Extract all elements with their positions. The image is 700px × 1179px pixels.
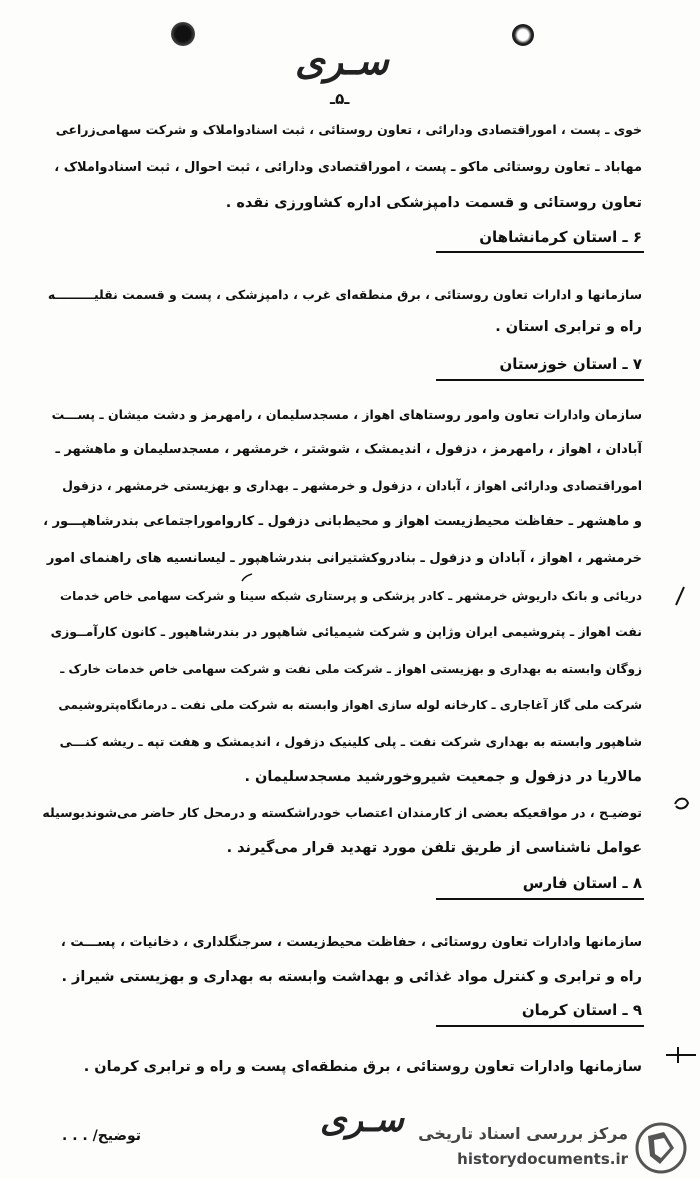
punch-hole-left [171, 22, 195, 46]
text-line: تعاون روستائی و قسمت دامپزشکی اداره کشاورزی نقده . [225, 195, 642, 211]
section-heading: ۶ ـ استان کرمانشاهان [479, 228, 642, 246]
section-heading: ۷ ـ استان خوزستان [499, 355, 642, 373]
text-line: عوامل ناشناسی از طریق تلفن مورد تهدید قرار می‌گیرند . [226, 840, 642, 856]
text-line: آبادان ، اهواز ، رامهرمز ، دزفول ، اندیمشک ، شوشتر ، خرمشهر ، مسجدسلیمان و ماهشهر ـ [55, 442, 642, 457]
text-line: شرکت ملی گاز آغاجاری ـ کارخانه لوله سازی اهواز وابسته به شرکت ملی نفت ـ درمانگاه‌پتروشیمی [58, 698, 642, 712]
text-line: راه و ترابری و کنترل مواد غذائی و بهداشت وابسته به بهداری و بهزیستی شیراز . [61, 969, 642, 985]
classification-stamp-bottom: سـری [320, 1100, 404, 1140]
watermark-logo-icon [634, 1122, 688, 1174]
heading-underline [436, 1025, 644, 1027]
punch-hole-right [512, 24, 534, 46]
margin-mark-plus [664, 1044, 698, 1066]
watermark [418, 1120, 694, 1176]
watermark-name: مرکز بررسی اسناد تاریخی [418, 1124, 628, 1143]
section-heading: ۸ ـ استان فارس [522, 874, 642, 892]
page-number: ـ۵ـ [330, 90, 350, 108]
handwritten-check-mark [240, 572, 254, 584]
text-line: مالاریا در دزفول و جمعیت شیروخورشید مسجدسلیمان . [244, 769, 642, 785]
heading-underline [436, 898, 644, 900]
text-line: دریائی و بانک داریوش خرمشهر ـ کادر پزشکی و پرستاری شبکه سینا و شرکت سهامی خاص خدمات [60, 589, 642, 603]
heading-underline [436, 251, 644, 253]
classification-stamp-top: سـری [295, 38, 389, 83]
text-line: زوگان وابسته به بهداری و بهزیستی اهواز ـ شرکت ملی نفت و شرکت سهامی خاص خدمات خارک ـ [60, 662, 642, 676]
text-line: خوی ـ پست ، اموراقتصادی ودارائی ، تعاون روستائی ، ثبت اسنادواملاک و شرکت سهامی‌زراعی [55, 122, 642, 137]
watermark-site: historydocuments.ir [457, 1150, 628, 1168]
text-line: توضیـح ، در مواقعیکه بعضی از کارمندان اعتصاب خودراشکسته و درمحل کار حاضر می‌شوندبوسیله [42, 805, 642, 820]
text-line: سازمانها وادارات تعاون روستائی ، برق منطقه‌ای پست و راه و ترابری کرمان . [83, 1059, 642, 1075]
margin-mark-slash [672, 585, 688, 607]
text-line: مهاباد ـ تعاون روستائی ماکو ـ پست ، اموراقتصادی ودارائی ، ثبت احوال ، ثبت اسنادواملاک ، [54, 160, 642, 175]
text-line: اموراقتصادی ودارائی اهواز ، آبادان ، دزفول و خرمشهر ـ بهداری و بهزیستی خرمشهر ، دزفول [62, 478, 642, 493]
text-line: نفت اهواز ـ پتروشیمی ایران وژاپن و شرکت شیمیائی شاهپور در بندرشاهپور ـ کانون کارآمــوزی [50, 624, 642, 639]
margin-mark-curl [672, 795, 692, 813]
text-line: خرمشهر ، اهواز ، آبادان و دزفول ـ بنادروکشتیرانی بندرشاهپور ـ لیسانسیه های راهنمای امور [46, 551, 642, 566]
heading-underline [436, 379, 644, 381]
text-line: راه و ترابری استان . [495, 319, 642, 335]
text-line: سازمان وادارات تعاون وامور روستاهای اهواز ، مسجدسلیمان ، رامهرمز و دشت میشان ـ پســـت [51, 407, 642, 422]
text-line: و ماهشهر ـ حفاظت محیط‌زیست اهواز و محیط‌بانی دزفول ـ کارواموراجتماعی بندرشاهپـــور ، [43, 514, 642, 529]
text-line: سازمانها وادارات تعاون روستائی ، حفاظت محیط‌زیست ، سرجنگلداری ، دخانیات ، پســـت ، [60, 935, 642, 950]
footer-note: توضیح/ . . . [62, 1128, 142, 1144]
section-heading: ۹ ـ استان کرمان [521, 1001, 642, 1019]
text-line: سازمانها و ادارات تعاون روستائی ، برق منطقه‌ای غرب ، دامپزشکی ، پست و قسمت نقلیـــــــــه [47, 287, 642, 302]
text-line: شاهپور وابسته به بهداری شرکت نفت ـ پلی کلینیک دزفول ، اندیمشک و هفت تپه ـ ریشه کنـــی [59, 734, 642, 749]
